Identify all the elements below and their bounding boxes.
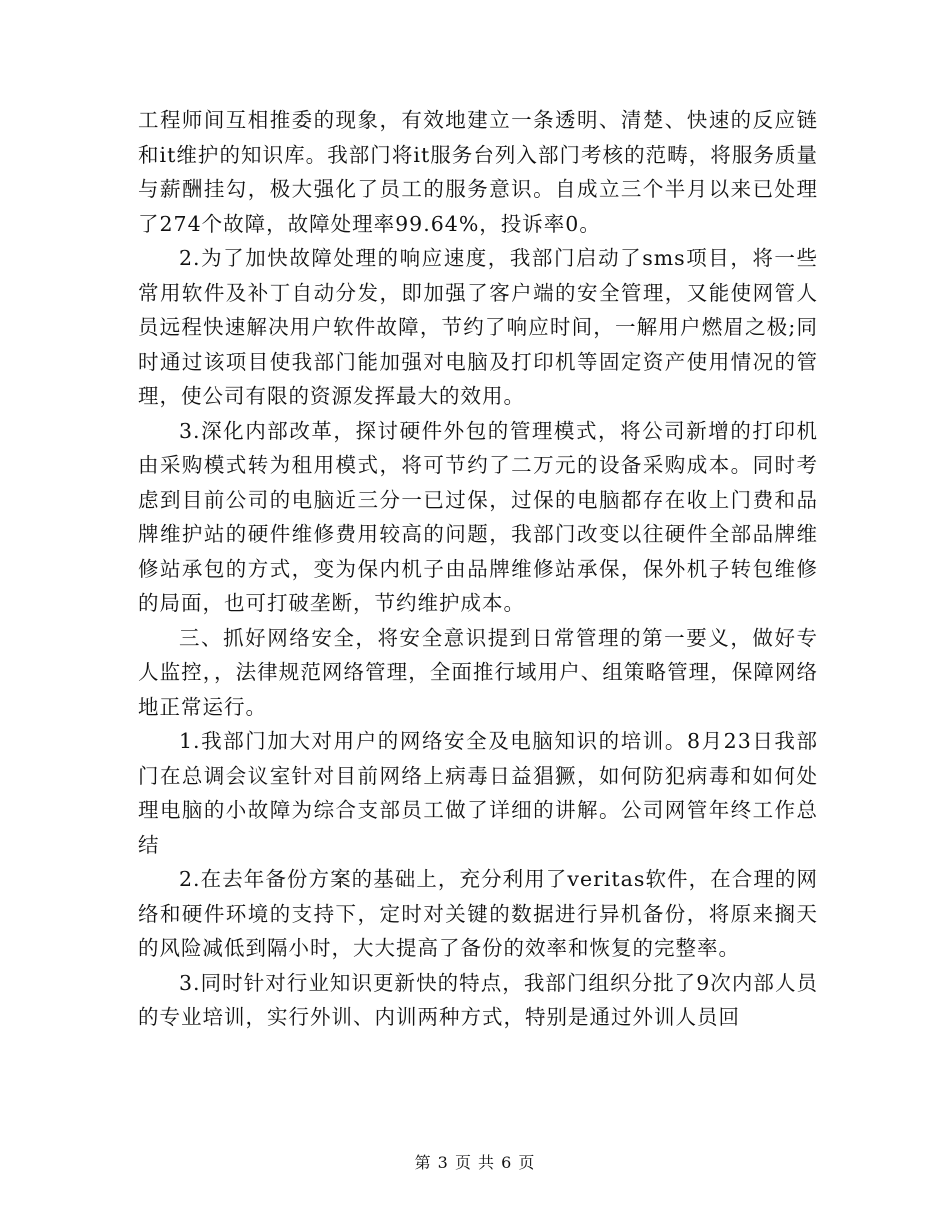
document-body <box>138 103 818 1035</box>
paragraph-continuation: 工程师间互相推委的现象，有效地建立一条透明、清楚、快速的反应链和it维护的知识库。我部门将it服务台列入部门考核的范畴，将服务质量与薪酬挂勾，极大强化了员工的服务意识。自成立三个半月以来已处理了274个故障，故障处理率99.64%，投诉率0。 <box>138 108 818 236</box>
paragraph-sms-project: 2.为了加快故障处理的响应速度，我部门启动了sms项目，将一些常用软件及补丁自动分发，即加强了客户端的安全管理，又能使网管人员远程快速解决用户软件故障，节约了响应时间，一解用户燃眉之极;同时通过该项目使我部门能加强对电脑及打印机等固定资产使用情况的管理，使公司有限的资源发挥最大的效用。 <box>138 246 818 408</box>
page-number-footer: 第 3 页 共 6 页 <box>414 1153 536 1172</box>
paragraph-hardware-outsourcing: 3.深化内部改革，探讨硬件外包的管理模式，将公司新增的打印机由采购模式转为租用模式，将可节约了二万元的设备采购成本。同时考虑到目前公司的电脑近三分一已过保，过保的电脑都存在收上门费和品牌维护站的硬件维修费用较高的问题，我部门改变以往硬件全部品牌维修站承包的方式，变为保内机子由品牌维修站承保，保外机子转包维修的局面，也可打破垄断，节约维护成本。 <box>138 418 818 615</box>
paragraph-network-security-heading: 三、抓好网络安全，将安全意识提到日常管理的第一要义，做好专人监控，，法律规范网络管理，全面推行域用户、组策略管理，保障网络地正常运行。 <box>138 625 818 719</box>
paragraph-security-training: 1.我部门加大对用户的网络安全及电脑知识的培训。8月23日我部门在总调会议室针对目前网络上病毒日益猖獗，如何防犯病毒和如何处理电脑的小故障为综合支部员工做了详细的讲解。公司网管年终工作总结 <box>138 729 818 857</box>
paragraph-backup-plan: 2.在去年备份方案的基础上，充分利用了veritas软件，在合理的网络和硬件环境的支持下，定时对关键的数据进行异机备份，将原来搁天的风险减低到隔小时，大大提高了备份的效率和恢复的完整率。 <box>138 867 818 960</box>
paragraph-staff-training: 3.同时针对行业知识更新快的特点，我部门组织分批了9次内部人员的专业培训，实行外训、内训两种方式，特别是通过外训人员回 <box>138 970 818 1029</box>
